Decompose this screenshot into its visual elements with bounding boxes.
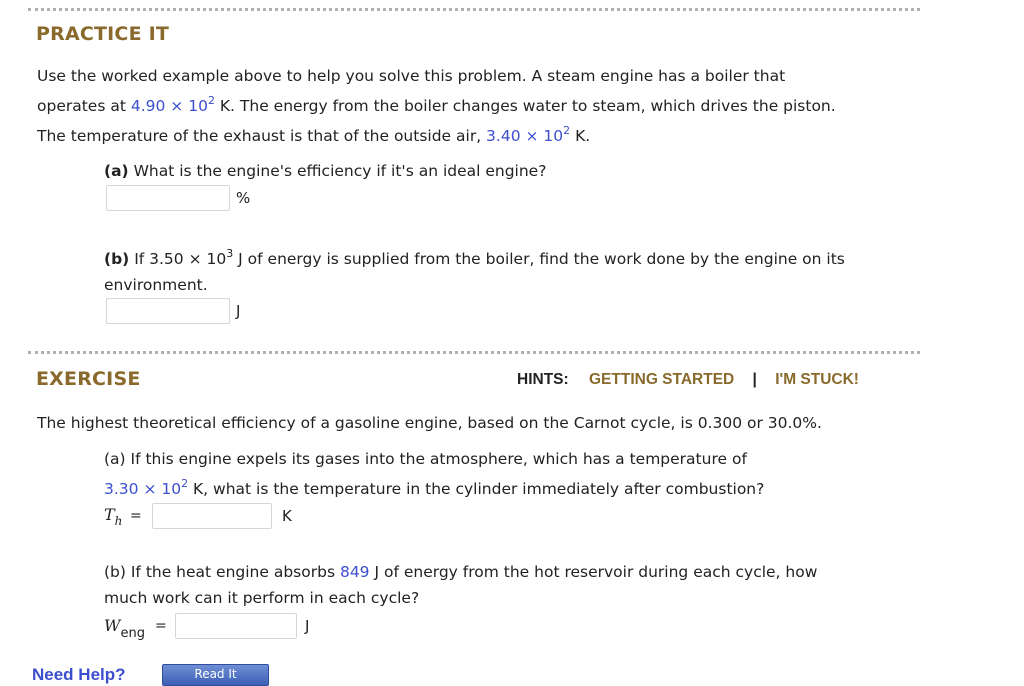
- exercise-question-b: [104, 559, 914, 611]
- intro-text: K.: [570, 127, 591, 145]
- need-help-label: Need Help?: [32, 665, 126, 684]
- weng-variable-label: [104, 616, 145, 641]
- question-b-text: J of energy is supplied from the boiler, find the work done by the engine on its: [233, 250, 845, 268]
- atmosphere-temp-value: [104, 477, 189, 498]
- intro-text: K. The energy from the boiler changes water to steam, which drives the piston.: [214, 97, 836, 115]
- atmosphere-temp-times: × 10: [138, 480, 182, 498]
- exercise-question-b-text: J of energy from the hot reservoir during each cycle, how: [369, 563, 818, 581]
- question-a-label: (a): [104, 162, 129, 180]
- boiler-temp-times: × 10: [165, 97, 208, 115]
- im-stuck-link[interactable]: I'M STUCK!: [775, 371, 859, 388]
- boiler-temp-value: [130, 94, 215, 115]
- work-answer-input[interactable]: [106, 298, 230, 324]
- exercise-question-a: [104, 444, 914, 504]
- question-a-text: What is the engine's efficiency if it's an ideal engine?: [128, 162, 547, 180]
- boiler-temp-mantissa: 4.90: [130, 97, 166, 115]
- section-divider-middle: [28, 351, 920, 354]
- practice-intro-line-3: [37, 121, 917, 151]
- question-b-line-2: environment.: [104, 276, 208, 294]
- section-divider-top: [28, 8, 920, 11]
- th-variable-label: [104, 505, 122, 528]
- atmosphere-temp-exponent: 2: [181, 477, 189, 490]
- exhaust-temp-exponent: 2: [563, 124, 571, 137]
- hot-temperature-input[interactable]: [152, 503, 272, 529]
- practice-intro-line-1: Use the worked example above to help you solve this problem. A steam engine has a boiler that: [37, 67, 786, 85]
- practice-title: PRACTICE IT: [36, 23, 170, 45]
- joule-unit: J: [236, 302, 241, 320]
- exercise-question-a-text: K, what is the temperature in the cylinder immediately after combustion?: [188, 480, 765, 498]
- th-variable-subscript: h: [114, 514, 123, 528]
- question-b-text: If 3.50 × 10: [129, 250, 227, 268]
- absorbed-energy-value: 849: [339, 563, 370, 581]
- hints-separator: |: [752, 371, 757, 388]
- exhaust-temp-mantissa: 3.40: [486, 127, 521, 145]
- exercise-question-b-text: (b) If the heat engine absorbs: [104, 563, 340, 581]
- th-equals: =: [130, 508, 142, 524]
- efficiency-answer-input[interactable]: [106, 185, 230, 211]
- practice-question-b: [104, 246, 914, 298]
- practice-question-a: [104, 158, 914, 184]
- weng-variable-subscript: eng: [120, 626, 145, 641]
- intro-text: The temperature of the exhaust is that of the outside air,: [37, 127, 487, 145]
- getting-started-link[interactable]: GETTING STARTED: [588, 371, 735, 388]
- weng-equals: =: [155, 618, 167, 634]
- exercise-question-a-line-2: [104, 474, 914, 504]
- exhaust-temp-value: [486, 124, 571, 145]
- atmosphere-temp-mantissa: 3.30: [104, 480, 139, 498]
- kelvin-unit: K: [282, 507, 292, 525]
- hints-label: HINTS:: [517, 371, 569, 388]
- boiler-temp-exponent: 2: [207, 94, 215, 107]
- practice-intro: [37, 61, 917, 151]
- th-variable-symbol: T: [104, 505, 115, 524]
- exercise-intro: The highest theoretical efficiency of a gasoline engine, based on the Carnot cycle, is 0.300 or 30.0%.: [37, 414, 822, 432]
- joule-unit-exercise: J: [305, 617, 310, 635]
- engine-work-input[interactable]: [175, 613, 297, 639]
- intro-text: operates at: [37, 97, 131, 115]
- exhaust-temp-times: × 10: [520, 127, 564, 145]
- exercise-question-b-line-2: much work can it perform in each cycle?: [104, 589, 420, 607]
- hints-bar: [517, 371, 859, 389]
- read-it-button[interactable]: Read It: [162, 664, 269, 686]
- question-b-label: (b): [104, 250, 130, 268]
- weng-variable-symbol: W: [104, 616, 121, 635]
- energy-exponent: 3: [226, 247, 234, 260]
- percent-unit: %: [236, 189, 251, 207]
- practice-intro-line-2: [37, 91, 917, 121]
- exercise-question-b-line-1: [104, 559, 914, 585]
- exercise-question-a-line-1: (a) If this engine expels its gases into the atmosphere, which has a temperature of: [104, 450, 747, 468]
- question-b-line-1: [104, 246, 914, 272]
- exercise-title: EXERCISE: [36, 368, 141, 390]
